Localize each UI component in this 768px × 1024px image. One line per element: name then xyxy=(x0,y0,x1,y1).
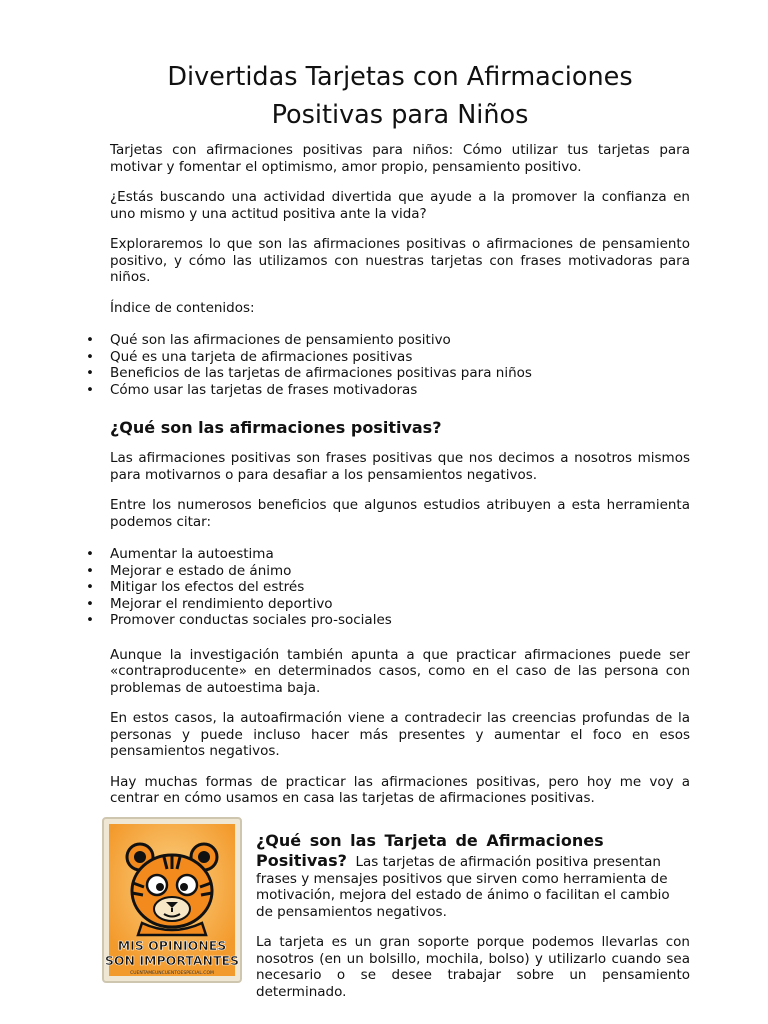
card-url-text: CUENTAMEUNCUENTOESPECIAL.COM xyxy=(130,970,214,976)
toc-item[interactable]: • Cómo usar las tarjetas de frases motivadoras xyxy=(110,382,690,399)
toc-label: Índice de contenidos: xyxy=(110,299,255,316)
title-line-2: Positivas para Niños xyxy=(271,100,529,130)
table-of-contents xyxy=(110,332,690,398)
section-heading: ¿Qué son las afirmaciones positivas? xyxy=(110,418,442,437)
page-title xyxy=(110,58,690,134)
list-item: • Aumentar la autoestima xyxy=(110,546,690,563)
card-section xyxy=(104,817,690,1015)
toc-item[interactable]: • Beneficios de las tarjetas de afirmaciones positivas para niños xyxy=(110,365,690,382)
intro-paragraph-1: Tarjetas con afirmaciones positivas para niños: Cómo utilizar tus tarjetas para motivar y fomentar el optimismo, amor propio, pensamiento positivo. xyxy=(110,142,690,175)
section1-paragraph-1: Las afirmaciones positivas son frases positivas que nos decimos a nosotros mismos para motivarnos o para desafiar a los pensamientos negativos. xyxy=(110,450,690,483)
section2-paragraph-2: La tarjeta es un gran soporte porque podemos llevarlas con nosotros (en un bolsillo, mochila, bolso) y utilizarlo cuando sea necesario o se desee trabajar sobre un pensamiento determinado. xyxy=(256,934,690,1000)
intro-paragraph-2: ¿Estás buscando una actividad divertida que ayude a la promover la confianza en uno mismo y una actitud positiva ante la vida? xyxy=(110,189,690,222)
card-caption-line-2: SON IMPORTANTES xyxy=(104,952,240,968)
section1-paragraph-5: Hay muchas formas de practicar las afirmaciones positivas, pero hoy me voy a centrar en cómo usamos en casa las tarjetas de afirmaciones positivas. xyxy=(110,773,690,806)
card-section-text xyxy=(256,817,690,1015)
section1-paragraph-2: Entre los numerosos beneficios que algunos estudios atribuyen a esta herramienta podemos citar: xyxy=(110,497,690,530)
section2-paragraph-1-text: Las tarjetas de afirmación positiva presentan frases y mensajes positivos que sirven como herramienta de motivación, mejora del estado de ánimo o facilitan el cambio de pensamientos negativos. xyxy=(256,853,670,920)
list-item: • Mejorar e estado de ánimo xyxy=(110,563,690,580)
intro-paragraph-3: Exploraremos lo que son las afirmaciones positivas o afirmaciones de pensamiento positivo, y cómo las utilizamos con nuestras tarjetas con frases motivadoras para niños. xyxy=(110,236,690,285)
card-caption-line-1: MIS OPINIONES xyxy=(117,937,227,953)
section1-paragraph-3: Aunque la investigación también apunta a que practicar afirmaciones puede ser «contraproducente» en determinados casos, como en el caso de las persona con problemas de autoestima baja. xyxy=(110,646,690,696)
list-item: • Mitigar los efectos del estrés xyxy=(110,579,690,596)
toc-item[interactable]: • Qué es una tarjeta de afirmaciones positivas xyxy=(110,349,690,366)
article-body xyxy=(104,142,690,1014)
section-heading: ¿Qué son las Tarjeta de Afirmaciones Positivas? xyxy=(256,830,604,870)
tiger-card-image xyxy=(102,817,252,988)
list-item: • Promover conductas sociales pro-sociales xyxy=(110,612,690,629)
title-line-1: Divertidas Tarjetas con Afirmaciones xyxy=(167,62,633,92)
section1-paragraph-4: En estos casos, la autoafirmación viene a contradecir las creencias profundas de la personas y puede incluso hacer más presentes y aumentar el foco en esos pensamientos negativos. xyxy=(110,710,690,759)
benefits-list xyxy=(110,546,690,629)
toc-item[interactable]: • Qué son las afirmaciones de pensamiento positivo xyxy=(110,332,690,349)
tiger-illustration xyxy=(102,817,242,983)
list-item: • Mejorar el rendimiento deportivo xyxy=(110,596,690,613)
